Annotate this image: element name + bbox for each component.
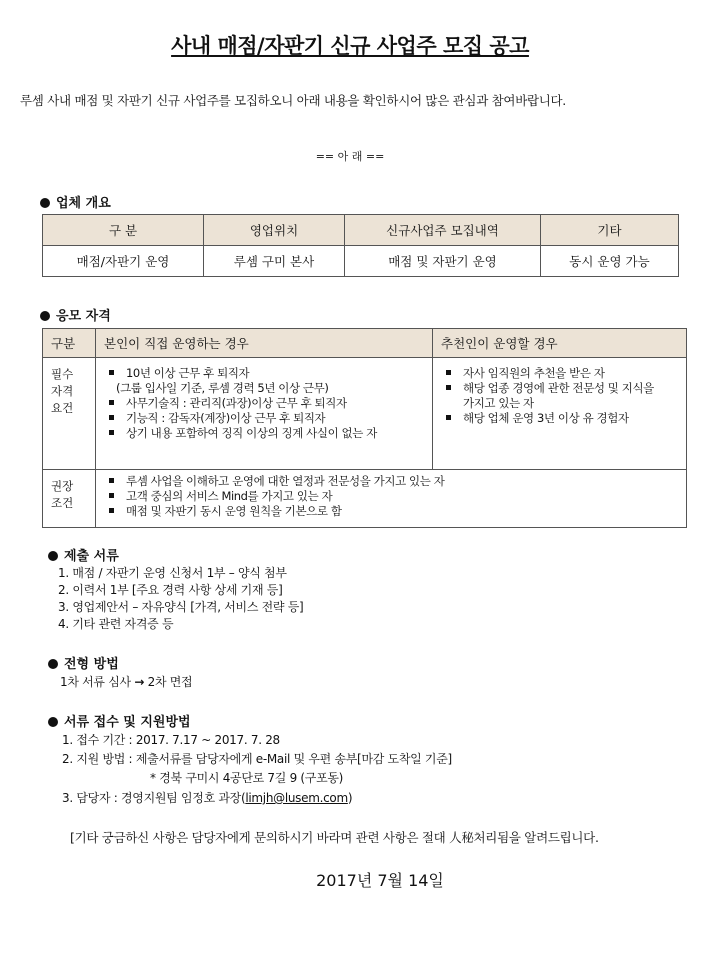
application-period: 1. 접수 기간 : 2017. 7.17 ~ 2017. 7. 28	[62, 733, 280, 747]
application-method: 2. 지원 방법 : 제출서류를 담당자에게 e-Mail 및 우편 송부[마감 도착일 기준]	[62, 752, 452, 766]
bullet-icon	[48, 717, 58, 727]
selection-step-1: 1차 서류 심사	[60, 675, 131, 689]
table-header-row	[43, 329, 687, 358]
application-address: * 경북 구미시 4공단로 7길 9 (구포동)	[150, 771, 344, 785]
table-header-cell: 구 분	[43, 215, 204, 246]
list-item: 2. 이력서 1부 [주요 경력 사항 상세 기재 등]	[58, 583, 283, 597]
list-item: 자사 임직원의 추천을 받은 자	[433, 366, 686, 381]
recommend-operation-cell	[433, 358, 687, 470]
notice-date: 2017년 7월 14일	[316, 871, 444, 890]
table-header-cell: 기타	[541, 215, 679, 246]
qualification-heading: 응모 자격	[40, 305, 111, 324]
table-cell: 루셈 구미 본사	[204, 246, 345, 277]
bullet-icon	[40, 311, 50, 321]
list-item: 루셈 사업을 이해하고 운영에 대한 열정과 전문성을 가지고 있는 자	[96, 474, 686, 489]
table-header-cell: 영업위치	[204, 215, 345, 246]
selection-steps	[60, 673, 192, 690]
list-item: 1. 매점 / 자판기 운영 신청서 1부 – 양식 첨부	[58, 566, 287, 580]
selection-heading: 전형 방법	[48, 653, 119, 672]
documents-heading: 제출 서류	[48, 545, 119, 564]
table-row	[43, 358, 687, 470]
list-item: 4. 기타 관련 자격증 등	[58, 617, 174, 631]
selection-step-2: 2차 면접	[147, 675, 193, 689]
intro-text: 루셈 사내 매점 및 자판기 신규 사업주를 모집하오니 아래 내용을 확인하시어 많은 관심과 참여바랍니다.	[20, 93, 566, 108]
page-title: 사내 매점/자판기 신규 사업주 모집 공고	[171, 34, 529, 58]
list-item: 해당 업종 경영에 관한 전문성 및 지식을 가지고 있는 자	[433, 381, 686, 411]
table-cell: 동시 운영 가능	[541, 246, 679, 277]
list-item: 해당 업체 운영 3년 이상 유 경험자	[433, 411, 686, 426]
list-item: 10년 이상 근무 후 퇴직자	[96, 366, 432, 381]
application-heading: 서류 접수 및 지원방법	[48, 711, 191, 730]
list-item: 매점 및 자판기 동시 운영 원칙을 기본으로 함	[96, 504, 686, 519]
list-item: 3. 영업제안서 – 자유양식 [가격, 서비스 전략 등]	[58, 600, 304, 614]
table-header-cell: 추천인이 운영할 경우	[433, 329, 687, 358]
overview-table	[42, 214, 679, 277]
table-header-row	[43, 215, 679, 246]
self-operation-cell	[96, 358, 433, 470]
qualification-table	[42, 328, 687, 528]
contact-suffix: )	[347, 791, 353, 805]
table-header-cell: 본인이 직접 운영하는 경우	[96, 329, 433, 358]
bullet-icon	[48, 551, 58, 561]
table-row	[43, 246, 679, 277]
recommended-label: 권장 조건	[43, 470, 96, 528]
list-item: 기능직 : 감독자(계장)이상 근무 후 퇴직자	[96, 411, 432, 426]
table-header-cell: 구분	[43, 329, 96, 358]
footer-note: [기타 궁금하신 사항은 담당자에게 문의하시기 바라며 관련 사항은 절대 人秘처리됨을 알려드립니다.	[70, 830, 599, 845]
bullet-icon	[40, 198, 50, 208]
list-item: 고객 중심의 서비스 Mind를 가지고 있는 자	[96, 489, 686, 504]
table-row	[43, 470, 687, 528]
required-label: 필수 자격 요건	[43, 358, 96, 470]
arrow-right-icon: →	[134, 675, 145, 689]
table-cell: 매점/자판기 운영	[43, 246, 204, 277]
section-divider-text: == 아 래 ==	[315, 150, 385, 163]
contact-email-link[interactable]: limjh@lusem.com	[245, 791, 348, 805]
recommended-conditions-cell	[96, 470, 687, 528]
contact-label: 3. 담당자 : 경영지원팀 임정호 과장(	[62, 791, 246, 805]
list-item: 사무기술직 : 관리직(과장)이상 근무 후 퇴직자	[96, 396, 432, 411]
list-item: 상기 내용 포함하여 징직 이상의 징계 사실이 없는 자	[96, 426, 432, 441]
application-contact	[62, 789, 352, 806]
overview-heading: 업체 개요	[40, 192, 111, 211]
table-header-cell: 신규사업주 모집내역	[345, 215, 541, 246]
table-cell: 매점 및 자판기 운영	[345, 246, 541, 277]
bullet-icon	[48, 659, 58, 669]
list-item: (그룹 입사일 기준, 루셈 경력 5년 이상 근무)	[116, 381, 329, 395]
